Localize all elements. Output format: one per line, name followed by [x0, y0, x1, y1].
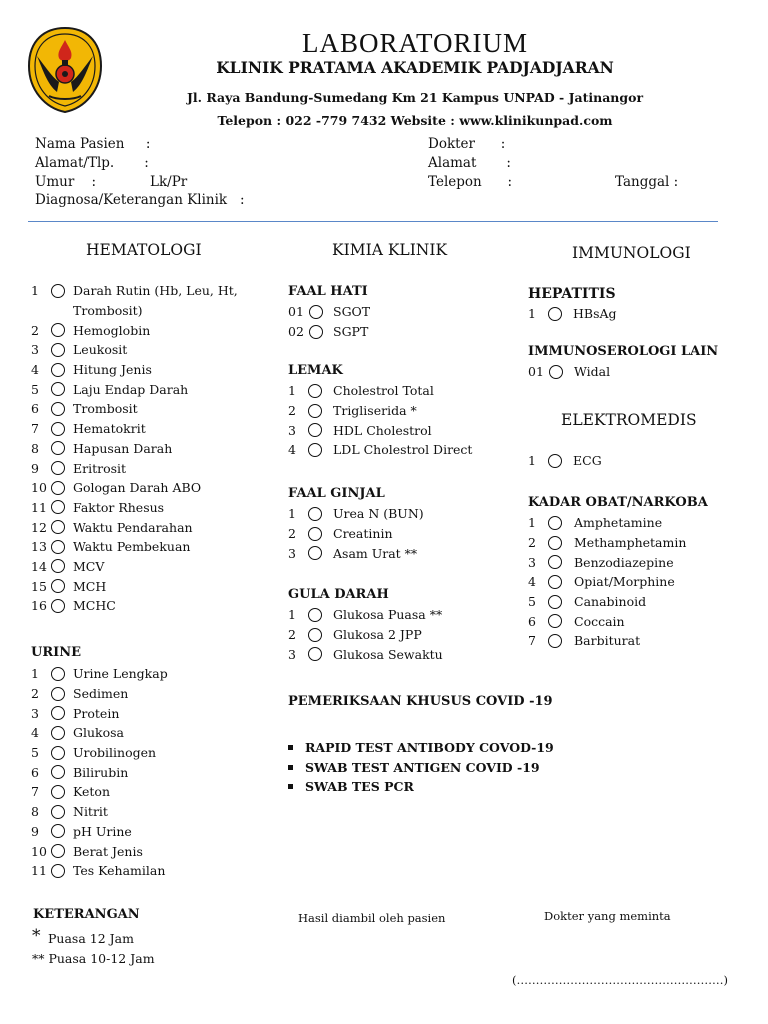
note-puasa-10-12: ** Puasa 10-12 Jam	[32, 951, 155, 966]
list-item[interactable]: 4 Opiat/Morphine	[528, 574, 675, 590]
checkbox-circle[interactable]	[548, 516, 562, 530]
list-item[interactable]: 6 Bilirubin	[31, 764, 129, 780]
field-umur: Umur :	[35, 174, 97, 190]
section-urine-title: URINE	[31, 645, 82, 660]
imunoserologi-list	[528, 362, 610, 382]
field-alamat: Alamat/Tlp. :	[35, 155, 149, 171]
checkbox-circle[interactable]	[51, 343, 65, 357]
checkbox-circle[interactable]	[51, 687, 65, 701]
checkbox-circle[interactable]	[308, 404, 322, 418]
list-item[interactable]: 9 pH Urine	[31, 823, 132, 839]
checkbox-circle[interactable]	[51, 422, 65, 436]
checkbox-circle[interactable]	[548, 595, 562, 609]
checkbox-circle[interactable]	[51, 824, 65, 838]
checkbox-circle[interactable]	[51, 520, 65, 534]
list-item[interactable]: 2 Hemoglobin	[31, 322, 151, 338]
divider	[28, 221, 718, 222]
hasil-label: Hasil diambil oleh pasien	[298, 911, 446, 925]
covid-list	[286, 738, 554, 797]
list-item[interactable]: 13 Waktu Pembekuan	[31, 539, 191, 555]
list-item[interactable]: 1 Glukosa Puasa **	[288, 607, 443, 623]
list-item[interactable]: 11 Tes Kehamilan	[31, 863, 166, 879]
list-item[interactable]: 4 Hitung Jenis	[31, 362, 152, 378]
bullet-icon	[288, 784, 293, 789]
list-item: RAPID TEST ANTIBODY COVOD-19	[286, 738, 554, 758]
checkbox-circle[interactable]	[51, 844, 65, 858]
hepatitis-list	[528, 304, 617, 324]
list-item[interactable]: 10 Berat Jenis	[31, 843, 143, 859]
list-item[interactable]: 6 Coccain	[528, 613, 625, 629]
bullet-icon	[288, 745, 293, 750]
list-item[interactable]: 2 Trigliserida *	[288, 403, 417, 419]
list-item[interactable]: 14 MCV	[31, 558, 105, 574]
list-item[interactable]: 2 Creatinin	[288, 526, 393, 542]
list-item[interactable]: 10 Gologan Darah ABO	[31, 480, 202, 496]
section-hematologi-title: HEMATOLOGI	[86, 241, 202, 259]
section-kimia-title: KIMIA KLINIK	[332, 241, 448, 259]
checkbox-circle[interactable]	[51, 540, 65, 554]
subsection-gula-darah: GULA DARAH	[288, 587, 389, 602]
faal-ginjal-list	[288, 504, 424, 563]
field-diagnosa: Diagnosa/Keterangan Klinik :	[35, 192, 245, 208]
subsection-elektromedis: ELEKTROMEDIS	[561, 411, 697, 429]
list-item[interactable]: 2 Sedimen	[31, 686, 129, 702]
signature-line: (………………………………………………)	[512, 973, 728, 987]
checkbox-circle[interactable]	[548, 555, 562, 569]
list-item[interactable]: 3 Protein	[31, 705, 120, 721]
checkbox-circle[interactable]	[51, 363, 65, 377]
subsection-imunoserologi: IMMUNOSEROLOGI LAIN	[528, 344, 719, 359]
checkbox-circle[interactable]	[548, 575, 562, 589]
checkbox-circle[interactable]	[308, 384, 322, 398]
list-item[interactable]: 2 Methamphetamin	[528, 535, 687, 551]
list-item[interactable]: 5 Laju Endap Darah	[31, 381, 189, 397]
list-item[interactable]: 7 Hematokrit	[31, 421, 146, 437]
list-item[interactable]: 11 Faktor Rhesus	[31, 499, 165, 515]
field-alamat-dokter: Alamat :	[428, 155, 511, 171]
checkbox-circle[interactable]	[51, 667, 65, 681]
list-item[interactable]: 1 HBsAg	[528, 306, 617, 322]
lemak-list	[288, 381, 472, 460]
checkbox-circle[interactable]	[51, 559, 65, 573]
list-item[interactable]: 3 Benzodiazepine	[528, 554, 674, 570]
field-tanggal: Tanggal :	[615, 174, 679, 190]
checkbox-circle[interactable]	[51, 441, 65, 455]
checkbox-circle[interactable]	[51, 402, 65, 416]
list-item[interactable]: 3 Leukosit	[31, 342, 128, 358]
list-item[interactable]: 1 Cholestrol Total	[288, 383, 434, 399]
checkbox-circle[interactable]	[308, 443, 322, 457]
clinic-address: Jl. Raya Bandung-Sumedang Km 21 Kampus UNPAD - Jatinangor	[186, 90, 644, 105]
keterangan-title: KETERANGAN	[33, 907, 140, 922]
list-item[interactable]: 5 Urobilinogen	[31, 745, 157, 761]
clinic-contact: Telepon : 022 -779 7432 Website : www.klinikunpad.com	[217, 113, 613, 128]
checkbox-circle[interactable]	[308, 608, 322, 622]
list-item[interactable]: 15 MCH	[31, 578, 107, 594]
list-item[interactable]: 01 SGOT	[288, 304, 371, 320]
subsection-lemak: LEMAK	[288, 363, 343, 378]
checkbox-circle[interactable]	[309, 325, 323, 339]
list-item[interactable]: 1 Darah Rutin (Hb, Leu, Ht,	[31, 283, 238, 299]
list-item[interactable]: 02 SGPT	[288, 324, 369, 340]
list-item: SWAB TES PCR	[286, 777, 554, 797]
checkbox-circle[interactable]	[51, 284, 65, 298]
list-item[interactable]: 2 Glukosa 2 JPP	[288, 627, 422, 643]
list-item[interactable]: 9 Eritrosit	[31, 460, 127, 476]
star-mark: *	[32, 926, 41, 946]
checkbox-circle[interactable]	[309, 305, 323, 319]
checkbox-circle[interactable]	[308, 647, 322, 661]
checkbox-circle[interactable]	[548, 614, 562, 628]
list-item: Trombosit)	[73, 303, 143, 319]
subsection-faal-hati: FAAL HATI	[288, 284, 368, 299]
list-item[interactable]: 01 Widal	[528, 364, 611, 380]
dokter-meminta-label: Dokter yang meminta	[544, 909, 671, 923]
checkbox-circle[interactable]	[51, 746, 65, 760]
field-dokter: Dokter :	[428, 136, 506, 152]
list-item[interactable]: 7 Barbiturat	[528, 633, 641, 649]
list-item[interactable]: 16 MCHC	[31, 598, 116, 614]
checkbox-circle[interactable]	[51, 461, 65, 475]
page-title: LABORATORIUM	[301, 28, 529, 58]
checkbox-circle[interactable]	[308, 546, 322, 560]
checkbox-circle[interactable]	[51, 805, 65, 819]
list-item[interactable]: 7 Keton	[31, 784, 110, 800]
subsection-covid: PEMERIKSAAN KHUSUS COVID -19	[288, 694, 553, 709]
subsection-narkoba: KADAR OBAT/NARKOBA	[528, 495, 708, 510]
list-item[interactable]: 1 Amphetamine	[528, 515, 663, 531]
list-item[interactable]: 8 Nitrit	[31, 804, 108, 820]
checkbox-circle[interactable]	[51, 599, 65, 613]
checkbox-circle[interactable]	[51, 765, 65, 779]
field-nama-pasien: Nama Pasien :	[35, 136, 151, 152]
list-item[interactable]: 4 LDL Cholestrol Direct	[288, 442, 473, 458]
field-telepon: Telepon :	[428, 174, 513, 190]
checkbox-circle[interactable]	[548, 634, 562, 648]
checkbox-circle[interactable]	[548, 454, 562, 468]
urine-list	[31, 664, 168, 881]
checkbox-circle[interactable]	[51, 382, 65, 396]
hematologi-list	[31, 281, 238, 616]
list-item[interactable]: 6 Trombosit	[31, 401, 138, 417]
field-lk-pr: Lk/Pr	[150, 174, 188, 190]
checkbox-circle[interactable]	[51, 481, 65, 495]
subsection-faal-ginjal: FAAL GINJAL	[288, 486, 385, 501]
note-puasa-12: Puasa 12 Jam	[48, 931, 134, 946]
checkbox-circle[interactable]	[51, 579, 65, 593]
checkbox-circle[interactable]	[51, 706, 65, 720]
list-item[interactable]: 1 ECG	[528, 453, 602, 469]
narkoba-list	[528, 513, 686, 651]
checkbox-circle[interactable]	[549, 365, 563, 379]
checkbox-circle[interactable]	[308, 507, 322, 521]
list-item[interactable]: 1 Urea N (BUN)	[288, 506, 424, 522]
checkbox-circle[interactable]	[548, 536, 562, 550]
faal-hati-list	[288, 302, 370, 341]
list-item[interactable]: 8 Hapusan Darah	[31, 440, 173, 456]
list-item[interactable]: 1 Urine Lengkap	[31, 666, 168, 682]
section-immunologi-title: IMMUNOLOGI	[572, 244, 691, 262]
list-item[interactable]: 4 Glukosa	[31, 725, 125, 741]
gula-darah-list	[288, 605, 443, 664]
checkbox-circle[interactable]	[51, 785, 65, 799]
clinic-name: KLINIK PRATAMA AKADEMIK PADJADJARAN	[216, 58, 614, 77]
checkbox-circle[interactable]	[51, 500, 65, 514]
checkbox-circle[interactable]	[548, 307, 562, 321]
checkbox-circle[interactable]	[51, 864, 65, 878]
list-item[interactable]: 5 Canabinoid	[528, 594, 647, 610]
list-item[interactable]: 3 Glukosa Sewaktu	[288, 646, 443, 662]
checkbox-circle[interactable]	[51, 726, 65, 740]
list-item[interactable]: 3 HDL Cholestrol	[288, 422, 432, 438]
list-item[interactable]: 3 Asam Urat **	[288, 545, 418, 561]
checkbox-circle[interactable]	[308, 527, 322, 541]
subsection-hepatitis: HEPATITIS	[528, 286, 616, 302]
checkbox-circle[interactable]	[51, 323, 65, 337]
list-item: SWAB TEST ANTIGEN COVID -19	[286, 758, 554, 778]
list-item[interactable]: 12 Waktu Pendarahan	[31, 519, 193, 535]
checkbox-circle[interactable]	[308, 628, 322, 642]
bullet-icon	[288, 765, 293, 770]
elektromedis-list	[528, 451, 602, 471]
checkbox-circle[interactable]	[308, 423, 322, 437]
